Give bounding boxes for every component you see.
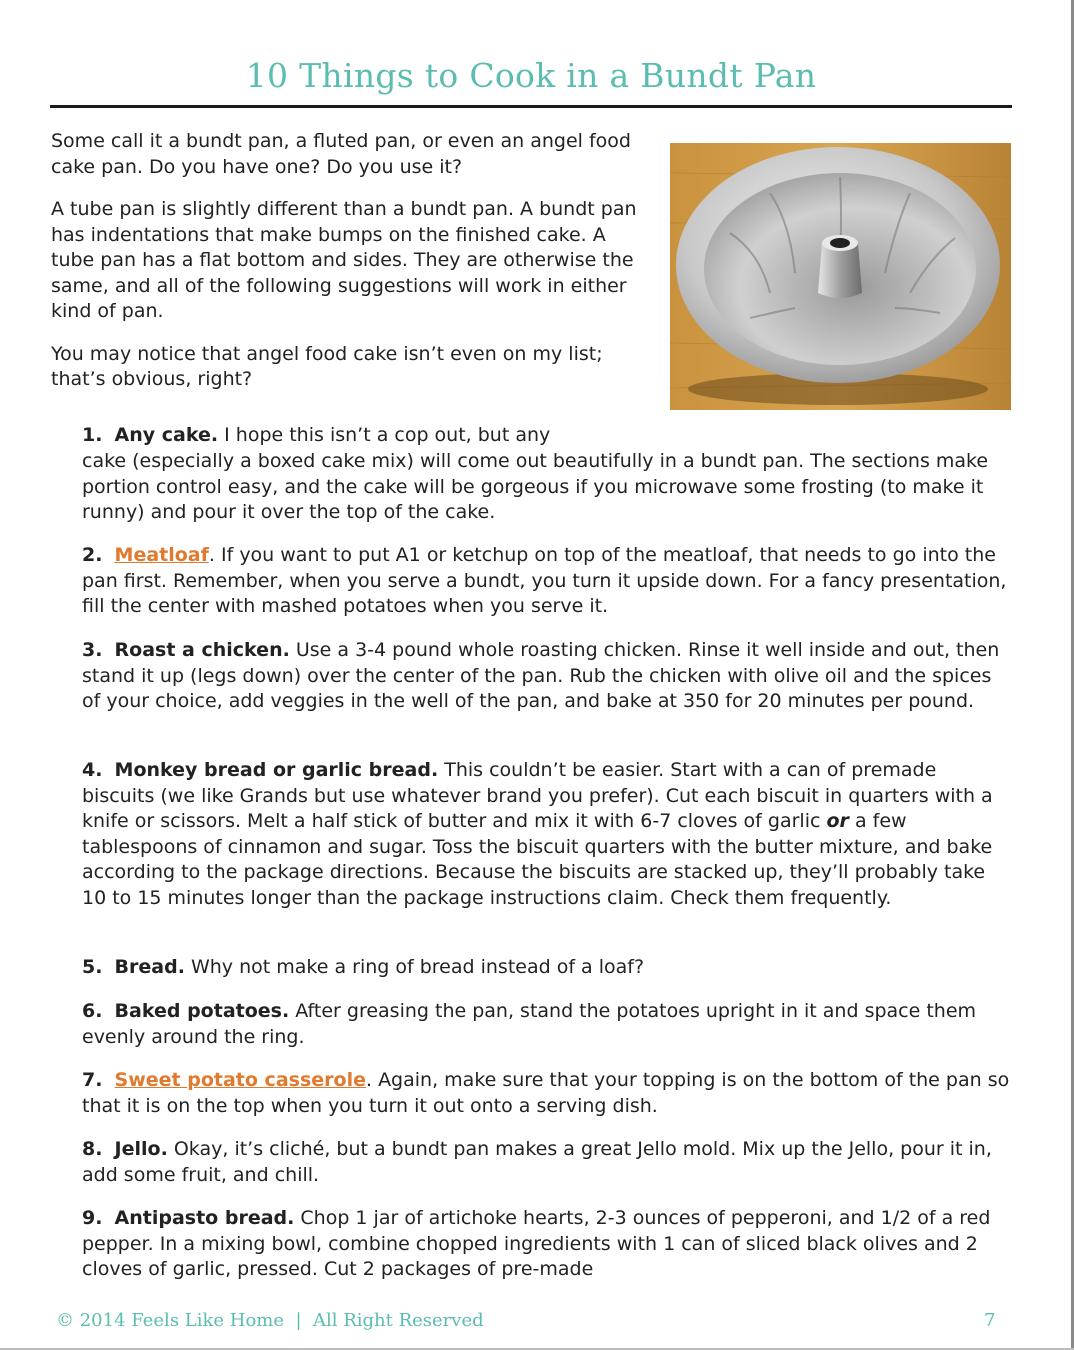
list-item-1 [82, 423, 622, 449]
item-text: Why not make a ring of bread instead of a loaf? [184, 956, 645, 978]
item-heading: Antipasto bread. [114, 1207, 295, 1229]
item-heading: Monkey bread or garlic bread. [114, 759, 439, 781]
bundt-pan-photo [670, 143, 1011, 410]
list-item-1-continued: cake (especially a boxed cake mix) will come out beautifully in a bundt pan. The sections make portion control easy, and the cake will be gorgeous if you microwave some frosting (to make it runny) and pour it over the top of the cake. [82, 450, 989, 523]
item-text: I hope this isn’t a cop out, but any [218, 424, 551, 446]
list-item-7 [82, 1068, 1012, 1119]
item-number: 2. [82, 544, 103, 566]
intro-paragraph-1: Some call it a bundt pan, a fluted pan, or even an angel food cake pan. Do you have one? Do you use it? [51, 130, 631, 178]
item-number: 9. [82, 1207, 103, 1229]
item-text: After greasing the pan, stand the potatoes upright in it and space them evenly around the ring. [82, 1000, 977, 1048]
list-item-3 [82, 638, 1012, 715]
item-number: 6. [82, 1000, 103, 1022]
intro-paragraph-3: You may notice that angel food cake isn’t even on my list; that’s obvious, right? [51, 342, 603, 390]
item-heading: Bread. [114, 956, 185, 978]
item-text: . Again, make sure that your topping is on the bottom of the pan so that it is on the top when you turn it out onto a serving dish. [82, 1069, 1010, 1117]
intro-section [51, 129, 651, 410]
item-number: 1. [82, 424, 103, 446]
item-heading: Jello. [114, 1138, 168, 1160]
item-number: 5. [82, 956, 103, 978]
item-text: Okay, it’s cliché, but a bundt pan makes a great Jello mold. Mix up the Jello, pour it in, add some fruit, and chill. [82, 1138, 992, 1186]
list-item-4 [82, 758, 1012, 911]
list-item-8 [82, 1137, 1012, 1188]
item-number: 8. [82, 1138, 103, 1160]
intro-paragraph-2: A tube pan is slightly different than a bundt pan. A bundt pan has indentations that make bumps on the finished cake. A tube pan has a flat bottom and sides. They are otherwise the same, and all of the following suggestions will work in either kind of pan. [51, 198, 637, 322]
item-heading: Roast a chicken. [114, 639, 290, 661]
list-item-6 [82, 999, 1012, 1050]
list-item-5 [82, 955, 1012, 981]
item-text: . If you want to put A1 or ketchup on top of the meatloaf, that needs to go into the pan first. Remember, when you serve a bundt, you turn it upside down. For a fancy presentation, fill the center with mashed potatoes when you serve it. [82, 544, 1007, 617]
bundt-pan-image [670, 143, 1011, 410]
meatloaf-link[interactable]: Meatloaf [114, 544, 209, 566]
list-item-9 [82, 1206, 1012, 1283]
page-title: 10 Things to Cook in a Bundt Pan [245, 56, 817, 95]
item-heading: Any cake. [114, 424, 219, 446]
list-item-2 [82, 543, 1012, 620]
item-text: This couldn’t be easier. Start with a can of premade biscuits (we like Grands but use whatever brand you prefer). Cut each biscuit in quarters with a knife or scissors. Melt a half stick of butter and mix it with 6-7 cloves of garlic [82, 759, 993, 832]
item-text: Use a 3-4 pound whole roasting chicken. Rinse it well inside and out, then stand it up (legs down) over the center of the pan. Rub the chicken with olive oil and the spices of your choice, add veggies in the well of the pan, and bake at 350 for 20 minutes per pound. [82, 639, 1000, 712]
item-text: a few tablespoons of cinnamon and sugar. Toss the biscuit quarters with the butter mixture, and bake according to the package directions. Because the biscuits are stacked up, they’ll probably take 10 to 15 minutes longer than the package instructions claim. Check them frequently. [82, 810, 993, 909]
page-number: 7 [984, 1310, 996, 1331]
sweet-potato-casserole-link[interactable]: Sweet potato casserole [114, 1069, 366, 1091]
item-text: Chop 1 jar of artichoke hearts, 2-3 ounces of pepperoni, and 1/2 of a red pepper. In a mixing bowl, combine chopped ingredients with 1 can of sliced black olives and 2 cloves of garlic, pressed. Cut 2 packages of pre-made [82, 1207, 991, 1280]
footer-copyright: © 2014 Feels Like Home | All Right Reserved [56, 1310, 484, 1331]
item-number: 4. [82, 759, 103, 781]
item-number: 3. [82, 639, 103, 661]
title-divider [50, 105, 1012, 108]
item-emphasis: or [826, 810, 849, 832]
item-number: 7. [82, 1069, 103, 1091]
item-heading: Baked potatoes. [114, 1000, 290, 1022]
